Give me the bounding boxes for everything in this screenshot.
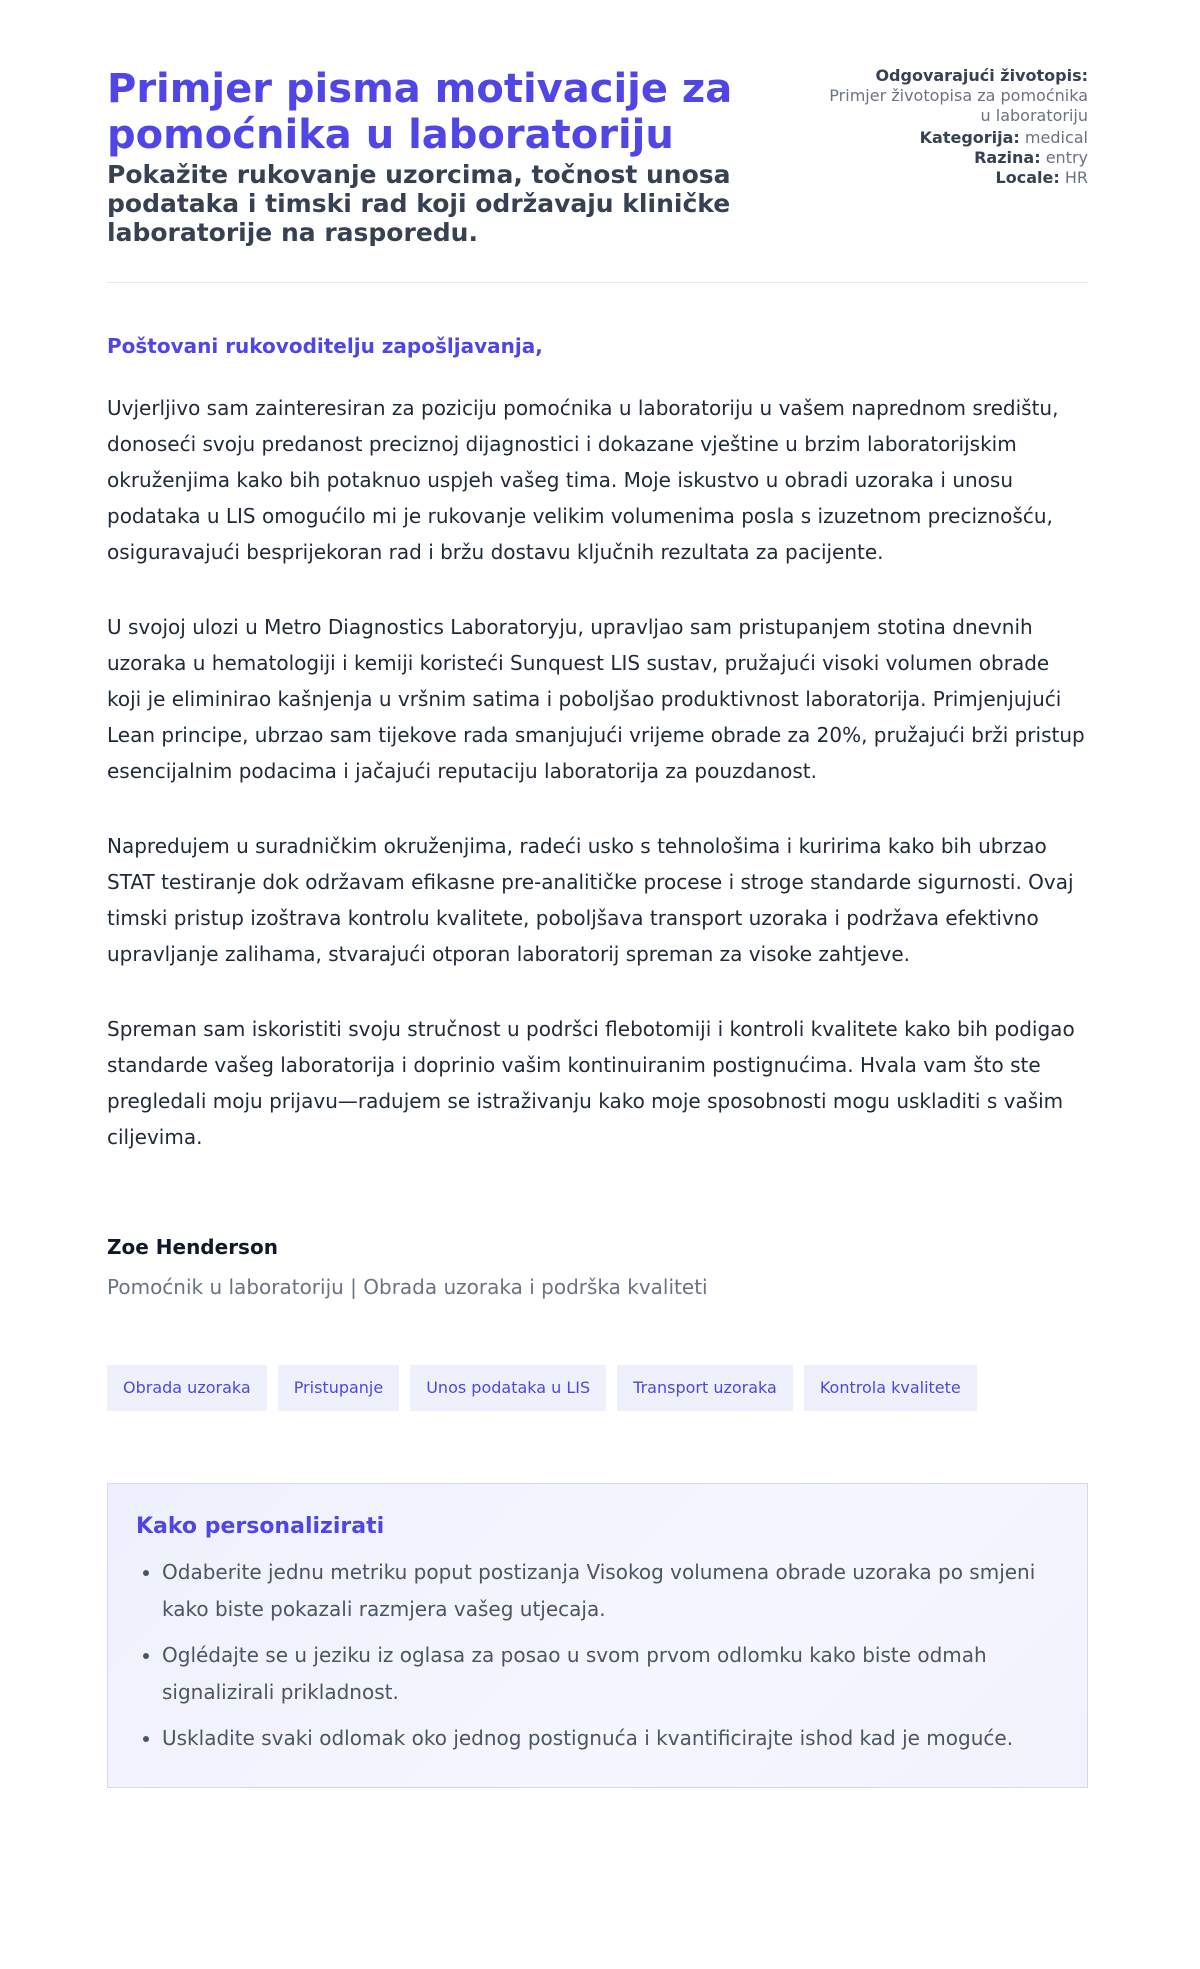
tips-title: Kako personalizirati (136, 1514, 385, 1539)
signature-block (107, 1233, 1088, 1301)
letter-paragraph: U svojoj ulozi u Metro Diagnostics Laboratoryju, upravljao sam pristupanjem stotina dnevnih uzoraka u hematologiji i kemiji koristeći Sunquest LIS sustav, pružajući visoki volumen obrade koji je eliminirao kašnjenja u vršnim satima i poboljšao produktivnost laboratorija. Primjenjujući Lean principe, ubrzao sam tijekove rada smanjujući vrijeme obrade za 20%, pružajući brži pristup esencijalnim podacima i jačajući reputaciju laboratorija za pouzdanost. (107, 615, 1085, 783)
level-value: entry (1045, 148, 1088, 167)
category-row (828, 128, 1088, 148)
matching-resume-label: Odgovarajući životopis: (875, 66, 1088, 85)
meta-panel (828, 60, 1088, 188)
tip-item: • Odaberite jednu metriku poput postizanja Visokog volumena obrade uzoraka po smjeni kako biste pokazali razmjera vašeg utjecaja. (162, 1554, 1059, 1628)
title-block (107, 60, 757, 247)
locale-value: HR (1064, 168, 1088, 187)
level-row (828, 148, 1088, 168)
category-label: Kategorija: (919, 128, 1020, 147)
skill-tag[interactable]: Unos podataka u LIS (410, 1365, 606, 1411)
level-label: Razina: (974, 148, 1041, 167)
matching-resume-link[interactable]: Primjer životopisa za pomoćnika u laboratoriju (829, 86, 1088, 125)
skill-tag[interactable]: Kontrola kvalitete (804, 1365, 977, 1411)
skill-tag[interactable]: Pristupanje (278, 1365, 400, 1411)
salutation: Poštovani rukovoditelju zapošljavanja, (107, 334, 543, 358)
skill-tag[interactable]: Obrada uzoraka (107, 1365, 267, 1411)
skill-tag[interactable]: Transport uzoraka (617, 1365, 793, 1411)
page-header (107, 60, 1088, 282)
locale-label: Locale: (995, 168, 1060, 187)
cover-letter-page (107, 60, 1088, 1788)
header-divider (107, 282, 1088, 283)
letter-paragraph: Uvjerljivo sam zainteresiran za poziciju pomoćnika u laboratoriju u vašem naprednom središtu, donoseći svoju predanost preciznoj dijagnostici i dokazane vještine u brzim laboratorijskim okruženjima kako bih potaknuo uspjeh vašeg tima. Moje iskustvo u obradi uzoraka i unosu podataka u LIS omogućilo mi je rukovanje velikim volumenima posla s izuzetnom preciznošću, osiguravajući besprijekoran rad i bržu dostavu ključnih rezultata za pacijente. (107, 396, 1059, 564)
tip-item: • Oglédajte se u jeziku iz oglasa za posao u svom prvom odlomku kako biste odmah signalizirali prikladnost. (162, 1637, 1059, 1711)
tip-item: • Uskladite svaki odlomak oko jednog postignuća i kvantificirajte ishod kad je moguće. (162, 1720, 1059, 1757)
page-title: Primjer pisma motivacije za pomoćnika u laboratoriju (107, 66, 733, 158)
signature-title: Pomoćnik u laboratoriju | Obrada uzoraka i podrška kvaliteti (107, 1275, 708, 1299)
page-subtitle: Pokažite rukovanje uzorcima, točnost unosa podataka i timski rad koji održavaju kliničke laboratorije na rasporedu. (107, 160, 731, 247)
signature-name: Zoe Henderson (107, 1235, 278, 1259)
locale-row (828, 168, 1088, 188)
letter-paragraph: Napredujem u suradničkim okruženjima, radeći usko s tehnološima i kuririma kako bih ubrzao STAT testiranje dok održavam efikasne pre-analitičke procese i stroge standarde sigurnosti. Ovaj timski pristup izoštrava kontrolu kvalitete, poboljšava transport uzoraka i podržava efektivno upravljanje zalihama, stvarajući otporan laboratorij spreman za visoke zahtjeve. (107, 834, 1074, 966)
tips-list (136, 1554, 1059, 1757)
skill-tags (107, 1365, 1088, 1411)
category-value: medical (1024, 128, 1088, 147)
letter-paragraph: Spreman sam iskoristiti svoju stručnost u podršci flebotomiji i kontroli kvalitete kako bih podigao standarde vašeg laboratorija i doprinio vašim kontinuiranim postignućima. Hvala vam što ste pregledali moju prijavu—radujem se istraživanju kako moje sposobnosti mogu uskladiti s vašim ciljevima. (107, 1017, 1075, 1149)
letter-body (107, 390, 1088, 1155)
personalization-tips-box (107, 1483, 1088, 1788)
